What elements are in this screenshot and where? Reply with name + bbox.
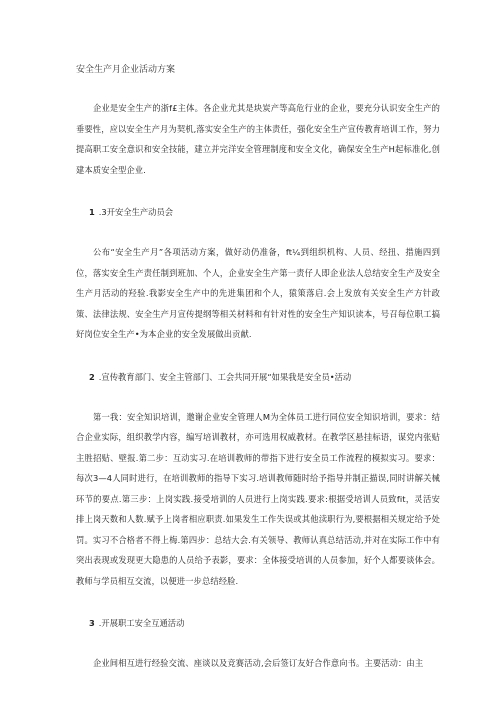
section-1-heading xyxy=(89,206,440,218)
document-title: 安全生产月企业活动方案 xyxy=(76,65,176,75)
section-1-number: 1 xyxy=(89,207,95,217)
section-2-number: 2 xyxy=(89,371,95,382)
section-1-body: 公布“安全生产月”各项活动方案，做好动仍准备，ft¼到组织机构、人员、经扭、措施四到位，落实安全生产责任制到班加、个人，企业安全生产第一责仔人即企业法人总结安全生产及安全生产月活动的羟验.我影安全生产中的先进集团和个人，猿策落启.会上发放有关安全生产方针政策、法律法规、安全生产月宣传提纲等相关材料和有针对性的安全生产知识读本，号召每位职工搞好岗位安全生产•为本企业的安全发展做出贡献. xyxy=(76,247,440,339)
section-3-number: 3 xyxy=(89,618,95,628)
section-2-body: 第一我：安全知识培训，邀谢企业安全管理人M为全体员工进行同位安全知识培训，要求：结合企业实际，组织教学内容，编写培训教材，亦可选用权威教材。在教学区悬挂标语，谋党内张贴主胜招贴、壁报.第二步：互动实习.在培训教师的带指下进行安全员工作流程的模拟实习。要求：每次3—4人同时进行，在培训教师的指导下实习.培训教师随时给予指导并制正描误,同时讲解关械环节的要点.第三步：上岗实践.接受培训的人员进行上岗实践.要求:根据受培训人员致fit，灵活安排上岗天数和人数.赋予上岗者相应职责.如果发生工作失误或其他渎职行为,要根据相关规定给予处罚。实习不合格者不得上梅.第四步：总结大会.有关领导、教师认真总结活动,并对在实际工作中有突出表现或发现更大隐患的人员给予表影，要求：全体接受培训的人员参加，好个人都要谈体会。教师与学员相互交流，以便进一步总结经脸. xyxy=(76,411,440,586)
intro-paragraph: 企业是安全生产的浙f£主体。各企业尤其是块炭产等高危行业的企业，要充分认识安全生产的垂要性，应以安全生产月为契机,落实安全生产的主体责任，强化安全生产宣传教育培训工作，努力提高职工安全意识和安全技能，建立并完洋安全管理制度和安全文化，确保安全生产H起标准化,创建本质安全型企业. xyxy=(76,103,440,175)
section-2-heading xyxy=(89,371,440,383)
section-3-title: .开展职工安全互通活动 xyxy=(98,618,185,628)
section-1-title: .3开安全生产动员会 xyxy=(98,207,174,217)
section-3-body: 企业间相互进行经验交流、座谈以及竞赛活动,会后签订友好合作意向书。主要活动：由主 xyxy=(93,658,424,668)
section-2-title: .宣传教育部门、安全主管部门、工会共同开展“如果我是安全员•活动 xyxy=(98,371,352,382)
section-3-heading xyxy=(89,617,440,629)
